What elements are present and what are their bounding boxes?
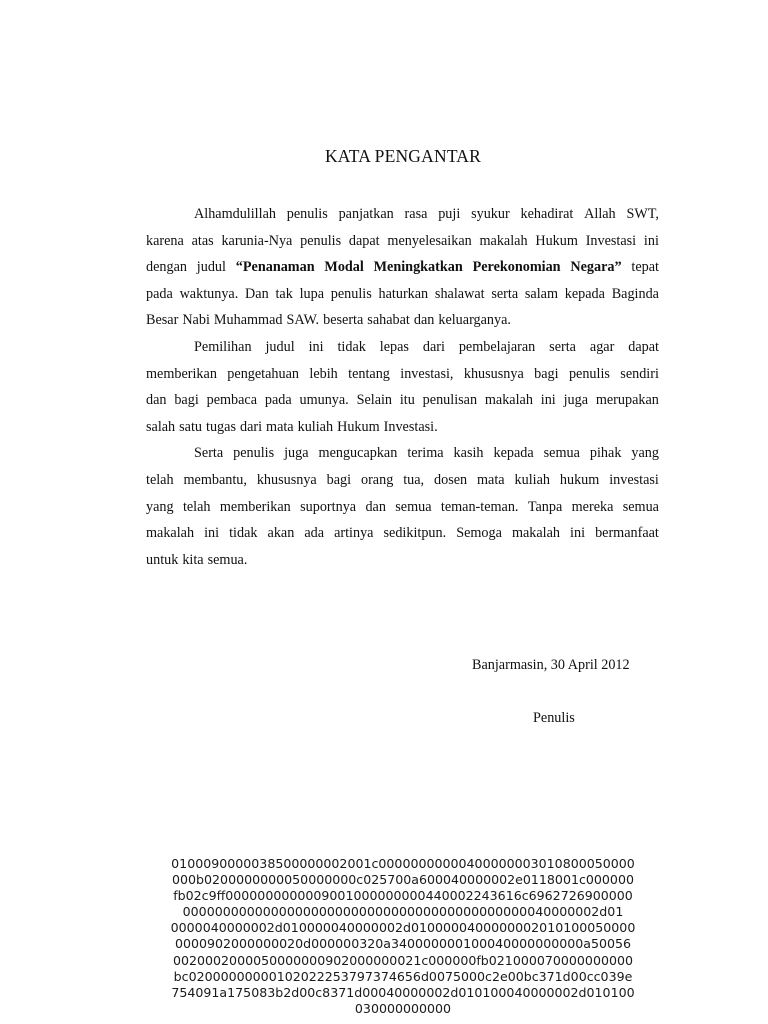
hex-line: 0000040000002d010000040000002d0100000400000002010100050000 [170,920,636,936]
page-title: KATA PENGANTAR [324,146,482,166]
paragraph-line: memberikan pengetahuan lebih tentang investasi, khususnya bagi penulis sendiri [146,365,659,382]
paragraph-line: karena atas karunia-Nya penulis dapat menyelesaikan makalah Hukum Investasi ini [146,232,659,249]
paragraph-line: Serta penulis juga mengucapkan terima kasih kepada semua pihak yang [194,445,659,462]
hex-line: bc02000000000102022253797374656d0075000c2e00bc371d00cc039e [173,968,633,984]
hex-line: fb02c9ff0000000000009001000000000440002243616c6962726900000 [173,888,633,904]
paragraph-line: Besar Nabi Muhammad SAW. beserta sahabat dan keluarganya. [146,312,511,329]
hex-line: 754091a175083b2d00c8371d00040000002d010100040000002d010100 [171,984,635,1000]
paragraph [146,201,659,334]
place-date: Banjarmasin, 30 April 2012 [472,657,630,673]
paragraph-line: Alhamdulillah penulis panjatkan rasa puji syukur kehadirat Allah SWT, [194,206,659,222]
hex-line: 0000902000000020d000000320a340000000100040000000000a50056 [174,936,632,952]
paragraph-line: dengan judul “Penanaman Modal Meningkatkan Perekonomian Negara” tepat [146,259,659,276]
paragraph-line: Pemilihan judul ini tidak lepas dari pembelajaran serta agar dapat [194,338,659,355]
hex-line: 030000000000 [354,1000,452,1016]
paragraph-line: untuk kita semua. [146,551,248,568]
paragraph-line: dan bagi pembaca pada umunya. Selain itu penulisan makalah ini juga merupakan [146,392,659,409]
paragraph [146,334,659,440]
author-signature: Penulis [533,710,575,726]
body-text [146,201,659,573]
hex-data-block [140,856,666,1017]
hex-line: 000b0200000000050000000c025700a600040000002e0118001c000000 [172,872,634,888]
hex-line: 0100090000038500000002001c00000000000400000003010800050000 [171,856,635,871]
hex-line: 0020002000050000000902000000021c000000fb021000070000000000 [172,952,634,968]
paragraph-line: telah membantu, khususnya bagi orang tua, dosen mata kuliah hukum investasi [146,471,659,488]
hex-line: 0000000000000000000000000000000000000000000040000002d01 [182,904,624,920]
paragraph-line: pada waktunya. Dan tak lupa penulis haturkan shalawat serta salam kepada Baginda [146,285,659,302]
paragraph-line: makalah ini tidak akan ada artinya sedikitpun. Semoga makalah ini bermanfaat [146,525,659,542]
paragraph-line: salah satu tugas dari mata kuliah Hukum Investasi. [146,418,438,435]
paragraph [146,440,659,573]
paragraph-line: yang telah memberikan suportnya dan semua teman-teman. Tanpa mereka semua [146,498,659,515]
